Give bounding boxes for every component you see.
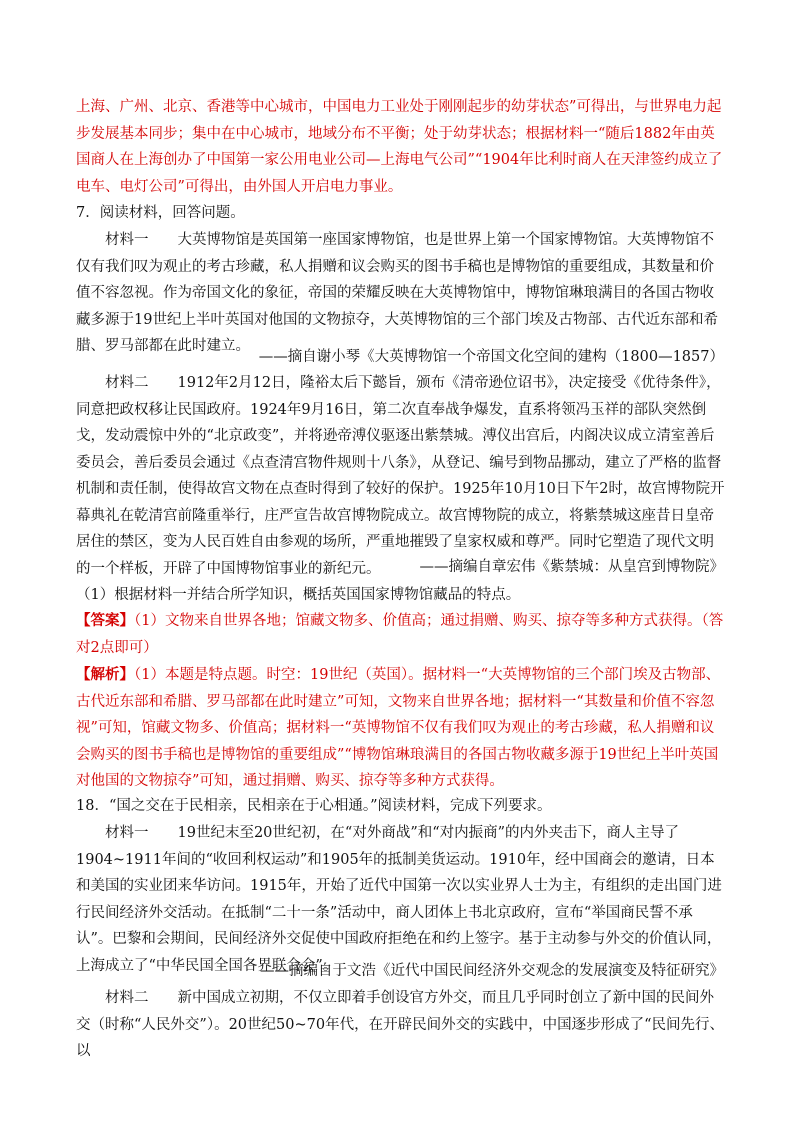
question-7-heading: 7．阅读材料，回答问题。 [76, 205, 245, 221]
analysis-tag: 【解析】 [76, 666, 134, 683]
analysis-text: （1）本题是特点题。时空：19世纪（英国）。据材料一“大英博物馆的三个部门埃及古物部、古代近东部和希腊、罗马部都在此时建立”可知，文物来自世界各地；据材料一“其数量和价值不容忽视”可知，馆藏文物多、价值高；据材料一“英博物馆不仅有我们叹为观止的考古珍藏，私人捐赠和议会购买的图书手稿也是博物馆的重要组成”“博物馆琳琅满目的各国古物收藏多源于19世纪上半叶英国对他国的文物掠夺”可知，通过捐赠、购买、掠夺等多种方式获得。 [76, 667, 721, 789]
q7-material-2: 材料二 1912年2月12日，隆裕太后下懿旨，颁布《清帝逊位诏书》，决定接受《优待条件》，同意把政权移让民国政府。1924年9月16日，第二次直奉战争爆发，直系将领冯玉祥的部队突然倒戈，发动震惊中外的“北京政变”，并将逊帝溥仪驱逐出紫禁城。溥仪出宫后，内阁决议成立清室善后委员会，善后委员会通过《点查清宫物件规则十八条》，从登记、编号到物品挪动，建立了严格的监督机制和责任制，使得故宫文物在点查时得到了较好的保护。1925年10月10日下午2时，故宫博物院开幕典礼在乾清宫前隆重举行，庄严宣告故宫博物院成立。故宫博物院的成立，将紫禁城这座昔日皇帝居住的禁区，变为人民百姓自由参观的场所，严重地摧毁了皇家权威和尊严。同时它塑造了现代文明的一个样板，开辟了中国博物馆事业的新纪元。 [76, 375, 725, 577]
q7-question-1: （1）根据材料一并结合所学知识，概括英国国家博物馆藏品的特点。 [76, 587, 521, 603]
q7-answer [76, 608, 726, 661]
analysis-continuation: 上海、广州、北京、香港等中心城市，中国电力工业处于刚刚起步的幼芽状态”可得出，与世界电力起步发展基本同步；集中在中心城市，地域分布不平衡；处于幼芽状态；根据材料一“随后1882年由英国商人在上海创办了中国第一家公用电业公司—上海电气公司”“1904年比利时商人在天津签约成立了电车、电灯公司”可得出，由外国人开启电力事业。 [76, 99, 723, 195]
q18-material-2: 材料二 新中国成立初期，不仅立即着手创设官方外交，而且几乎同时创立了新中国的民间外交（时称“人民外交”）。20世纪50~70年代，在开辟民间外交的实践中，中国逐步形成了“民间先行、以 [76, 990, 724, 1059]
q7-material-2-source: ——摘编自章宏伟《紫禁城：从皇宫到博物院》 [419, 559, 724, 575]
answer-text: （1）文物来自世界各地；馆藏文物多、价值高；通过捐赠、购买、掠夺等多种方式获得。（答对2点即可） [76, 613, 724, 656]
q18-material-1-source: ——摘编自于文浩《近代中国民间经济外交观念的发展演变及特征研究》 [260, 963, 724, 979]
answer-tag: 【答案】 [76, 612, 134, 629]
q7-material-1: 材料一 大英博物馆是英国第一座国家博物馆，也是世界上第一个国家博物馆。大英博物馆不仅有我们叹为观止的考古珍藏，私人捐赠和议会购买的图书手稿也是博物馆的重要组成，其数量和价值不容忽视。作为帝国文化的象征，帝国的荣耀反映在大英博物馆中，博物馆琳琅满目的各国古物收藏多源于19世纪上半叶英国对他国的文物掠夺，大英博物馆的三个部门埃及古物部、古代近东部和希腊、罗马部都在此时建立。 [76, 232, 718, 354]
question-18-heading: 18．“国之交在于民相亲，民相亲在于心相通。”阅读材料，完成下列要求。 [76, 798, 552, 814]
q7-material-1-source: ——摘自谢小琴《大英博物馆一个帝国文化空间的建构（1800—1857） [258, 349, 724, 365]
q18-material-1: 材料一 19世纪末至20世纪初，在“对外商战”和“对内振商”的内外夹击下，商人主导了1904~1911年间的“收回利权运动”和1905年的抵制美货运动。1910年，经中国商会的邀请，日本和美国的实业团来华访问。1915年，开始了近代中国第一次以实业界人士为主，有组织的走出国门进行民间经济外交活动。在抵制“二十一条”活动中，商人团体上书北京政府，宣布“举国商民誓不承认”。巴黎和会期间，民间经济外交促使中国政府拒绝在和约上签字。基于主动参与外交的价值认同，上海成立了“中华民国全国各界联合会”。 [76, 825, 722, 974]
q7-analysis [76, 662, 726, 795]
